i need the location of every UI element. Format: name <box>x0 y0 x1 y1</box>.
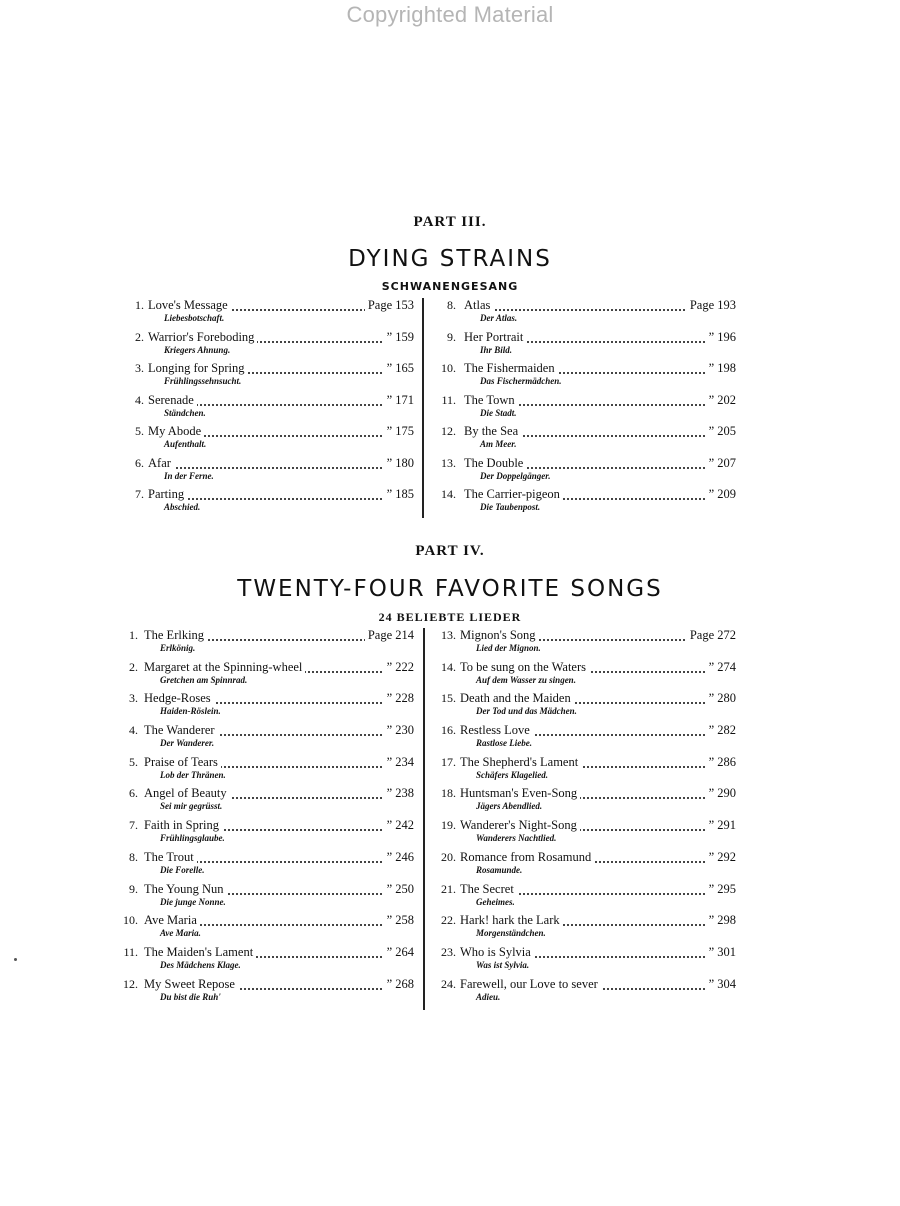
entry-number: 14. <box>441 659 456 674</box>
part-4-left-column <box>112 628 414 1008</box>
page-reference: ” 291 <box>706 818 736 833</box>
toc-entry <box>118 361 414 393</box>
song-title-german: Die junge Nonne. <box>160 896 226 907</box>
song-title-german: Wanderers Nachtlied. <box>476 833 557 844</box>
part-4-subtitle: 24 BELIEBTE LIEDER <box>378 610 522 624</box>
song-title-german: Was ist Sylvia. <box>476 959 530 970</box>
song-title-german: Auf dem Wasser zu singen. <box>476 674 576 685</box>
page-reference: ” 234 <box>384 755 414 770</box>
song-title-english: Romance from Rosamund <box>460 850 594 865</box>
song-title-german: Ave Maria. <box>160 928 201 939</box>
song-title-german: Frühlingssehnsucht. <box>164 376 242 386</box>
toc-entry <box>430 850 736 882</box>
page-reference: ” 159 <box>384 330 414 345</box>
page-reference: ” 222 <box>384 660 414 675</box>
song-title-english: To be sung on the Waters <box>460 660 589 675</box>
entry-number: 9. <box>447 329 456 344</box>
entry-number: 2. <box>135 329 144 344</box>
song-title-german: Der Tod und das Mädchen. <box>476 706 577 717</box>
song-title-german: Lob der Thränen. <box>160 769 226 780</box>
part-3-left-column <box>118 298 414 519</box>
toc-entry <box>112 755 414 787</box>
toc-entry <box>112 913 414 945</box>
page-reference: Page 153 <box>365 298 414 313</box>
song-title-german: Rastlose Liebe. <box>476 738 532 749</box>
page-reference: ” 198 <box>706 361 736 376</box>
entry-number: 13. <box>441 455 456 470</box>
song-title-english: The Wanderer <box>144 723 218 738</box>
song-title-german: Des Mädchens Klage. <box>160 959 241 970</box>
toc-entry <box>430 330 736 362</box>
page-reference: ” 246 <box>384 850 414 865</box>
entry-number: 12. <box>441 424 456 438</box>
song-title-english: My Sweet Repose <box>144 977 238 992</box>
song-title-english: Serenade <box>148 393 197 408</box>
toc-entry <box>430 755 736 787</box>
song-title-german: Die Forelle. <box>160 864 205 875</box>
song-title-german: Die Stadt. <box>480 407 517 418</box>
song-title-german: Abschied. <box>164 502 201 512</box>
song-title-german: Schäfers Klagelied. <box>476 769 548 780</box>
part-3-title: DYING STRAINS <box>348 246 552 272</box>
song-title-english: The Double <box>464 456 526 471</box>
song-title-english: Atlas <box>464 298 493 313</box>
entry-number: 8. <box>129 849 138 864</box>
song-title-english: Restless Love <box>460 723 533 738</box>
page-reference: ” 258 <box>384 913 414 928</box>
entry-number: 5. <box>135 424 144 438</box>
toc-entry <box>112 818 414 850</box>
song-title-english: By the Sea <box>464 424 521 439</box>
entry-number: 11. <box>123 944 138 959</box>
song-title-english: The Shepherd's Lament <box>460 755 581 770</box>
song-title-english: Huntsman's Even-Song <box>460 786 580 801</box>
song-title-english: Hark! hark the Lark <box>460 913 563 928</box>
toc-entry <box>118 424 414 456</box>
entry-number: 15. <box>441 691 456 706</box>
song-title-english: Warrior's Foreboding <box>148 330 257 345</box>
song-title-english: Parting <box>148 487 187 502</box>
page-reference: ” 196 <box>706 330 736 345</box>
entry-number: 2. <box>129 659 138 674</box>
song-title-german: Rosamunde. <box>476 864 523 875</box>
toc-entry <box>430 424 736 456</box>
toc-entry <box>112 945 414 977</box>
part-4-right-column <box>430 628 736 1008</box>
toc-entry <box>118 456 414 488</box>
song-title-german: Jägers Abendlied. <box>476 801 543 812</box>
page-reference: Page 272 <box>687 628 736 643</box>
entry-number: 10. <box>123 913 138 928</box>
toc-entry <box>430 456 736 488</box>
song-title-german: In der Ferne. <box>164 470 214 481</box>
scan-speck <box>14 958 17 961</box>
toc-entry <box>118 393 414 425</box>
song-title-german: Am Meer. <box>480 439 517 449</box>
song-title-english: Hedge-Roses <box>144 691 214 706</box>
page-reference: ” 298 <box>706 913 736 928</box>
entry-number: 16. <box>441 723 456 738</box>
song-title-german: Liebesbotschaft. <box>164 313 225 323</box>
toc-entry <box>118 298 414 330</box>
song-title-english: The Maiden's Lament <box>144 945 256 960</box>
song-title-german: Lied der Mignon. <box>476 643 541 653</box>
song-title-english: The Town <box>464 393 518 408</box>
page-reference: ” 264 <box>384 945 414 960</box>
part-3-contents <box>118 298 738 522</box>
entry-number: 20. <box>441 849 456 864</box>
page-reference: ” 268 <box>384 977 414 992</box>
toc-entry <box>430 361 736 393</box>
page-reference: ” 282 <box>706 723 736 738</box>
song-title-english: Longing for Spring <box>148 361 248 376</box>
song-title-german: Erlkönig. <box>160 643 196 653</box>
song-title-english: My Abode <box>148 424 204 439</box>
part-3-right-column <box>430 298 736 519</box>
entry-number: 19. <box>441 818 456 833</box>
song-title-german: Das Fischermädchen. <box>480 376 562 386</box>
page-reference: Page 214 <box>365 628 414 643</box>
toc-entry <box>430 628 736 660</box>
toc-entry <box>430 298 736 330</box>
song-title-english: Love's Message <box>148 298 231 313</box>
toc-entry <box>112 882 414 914</box>
entry-number: 3. <box>129 691 138 706</box>
entry-number: 14. <box>441 487 456 501</box>
entry-number: 9. <box>129 881 138 896</box>
page-reference: ” 301 <box>706 945 736 960</box>
entry-number: 23. <box>441 944 456 959</box>
entry-number: 12. <box>123 976 138 991</box>
page-reference: ” 292 <box>706 850 736 865</box>
song-title-english: Farewell, our Love to sever <box>460 977 601 992</box>
song-title-german: Der Doppelgänger. <box>480 470 551 481</box>
song-title-german: Ständchen. <box>164 407 206 418</box>
entry-number: 18. <box>441 786 456 801</box>
entry-number: 10. <box>441 361 456 375</box>
entry-number: 22. <box>441 913 456 928</box>
song-title-german: Ihr Bild. <box>480 344 513 355</box>
page-reference: ” 202 <box>706 393 736 408</box>
song-title-english: Her Portrait <box>464 330 526 345</box>
toc-entry <box>430 977 736 1009</box>
song-title-english: The Secret <box>460 882 517 897</box>
entry-number: 11. <box>441 392 456 407</box>
toc-entry <box>430 818 736 850</box>
part-3-label: PART III. <box>413 214 487 230</box>
song-title-german: Die Taubenpost. <box>480 502 541 512</box>
song-title-english: Wanderer's Night-Song <box>460 818 580 833</box>
page-reference: ” 185 <box>384 487 414 502</box>
song-title-german: Sei mir gegrüsst. <box>160 801 223 812</box>
entry-number: 13. <box>441 628 456 642</box>
entry-number: 3. <box>135 361 144 375</box>
toc-entry <box>430 660 736 692</box>
toc-entry <box>430 913 736 945</box>
song-title-german: Adieu. <box>476 991 501 1002</box>
entry-number: 5. <box>129 754 138 769</box>
toc-entry <box>112 660 414 692</box>
page-reference: ” 290 <box>706 786 736 801</box>
song-title-english: Praise of Tears <box>144 755 221 770</box>
song-title-german: Der Atlas. <box>480 313 518 323</box>
toc-entry <box>430 786 736 818</box>
dot-leader <box>148 467 406 469</box>
toc-entry <box>112 691 414 723</box>
song-title-english: Who is Sylvia <box>460 945 534 960</box>
song-title-german: Kriegers Ahnung. <box>164 344 231 355</box>
copyright-watermark: Copyrighted Material <box>346 2 554 27</box>
page-reference: ” 304 <box>706 977 736 992</box>
song-title-english: Death and the Maiden <box>460 691 574 706</box>
song-title-german: Der Wanderer. <box>160 738 215 749</box>
song-title-english: The Carrier-pigeon <box>464 487 563 502</box>
song-title-german: Morgenständchen. <box>476 928 546 939</box>
toc-entry <box>430 882 736 914</box>
song-title-german: Geheimes. <box>476 896 515 907</box>
song-title-english: The Trout <box>144 850 197 865</box>
column-divider <box>422 298 424 518</box>
page-reference: ” 165 <box>384 361 414 376</box>
entry-number: 4. <box>135 392 144 407</box>
song-title-english: Margaret at the Spinning-wheel <box>144 660 305 675</box>
toc-entry <box>430 393 736 425</box>
entry-number: 6. <box>135 455 144 470</box>
part-3-subtitle: SCHWANENGESANG <box>381 280 519 293</box>
song-title-german: Aufenthalt. <box>164 439 207 449</box>
song-title-german: Du bist die Ruh' <box>160 991 221 1002</box>
entry-number: 7. <box>129 818 138 833</box>
page-reference: ” 209 <box>706 487 736 502</box>
page-reference: ” 238 <box>384 786 414 801</box>
toc-entry <box>118 487 414 519</box>
song-title-english: Afar <box>148 456 174 471</box>
entry-number: 6. <box>129 786 138 801</box>
toc-entry <box>430 691 736 723</box>
page-reference: ” 205 <box>706 424 736 439</box>
toc-entry <box>112 628 414 660</box>
toc-entry <box>112 723 414 755</box>
page-reference: ” 250 <box>384 882 414 897</box>
toc-entry <box>430 723 736 755</box>
column-divider <box>423 628 425 1010</box>
page-reference: ” 286 <box>706 755 736 770</box>
entry-number: 17. <box>441 754 456 769</box>
song-title-english: The Erlking <box>144 628 207 643</box>
toc-entry <box>112 786 414 818</box>
page-reference: ” 171 <box>384 393 414 408</box>
page-reference: Page 193 <box>687 298 736 313</box>
part-4-label: PART IV. <box>415 543 485 559</box>
page-reference: ” 280 <box>706 691 736 706</box>
page-reference: ” 175 <box>384 424 414 439</box>
entry-number: 21. <box>441 881 456 896</box>
song-title-english: The Young Nun <box>144 882 227 897</box>
entry-number: 24. <box>441 976 456 991</box>
song-title-german: Frühlingsglaube. <box>160 833 225 844</box>
entry-number: 7. <box>135 487 144 501</box>
song-title-english: Mignon's Song <box>460 628 539 643</box>
page-reference: ” 207 <box>706 456 736 471</box>
song-title-english: Angel of Beauty <box>144 786 230 801</box>
toc-entry <box>118 330 414 362</box>
entry-number: 4. <box>129 723 138 738</box>
page-reference: ” 274 <box>706 660 736 675</box>
page-reference: ” 228 <box>384 691 414 706</box>
page-reference: ” 180 <box>384 456 414 471</box>
toc-entry <box>112 977 414 1009</box>
page-reference: ” 295 <box>706 882 736 897</box>
page-reference: ” 242 <box>384 818 414 833</box>
song-title-english: Faith in Spring <box>144 818 222 833</box>
entry-number: 1. <box>129 628 138 642</box>
part-4-contents <box>112 628 736 1018</box>
toc-entry <box>430 487 736 519</box>
toc-entry <box>112 850 414 882</box>
entry-number: 8. <box>447 298 456 312</box>
song-title-german: Haiden-Röslein. <box>160 706 221 717</box>
page-reference: ” 230 <box>384 723 414 738</box>
part-4-title: TWENTY-FOUR FAVORITE SONGS <box>237 576 663 602</box>
toc-entry <box>430 945 736 977</box>
song-title-english: Ave Maria <box>144 913 200 928</box>
song-title-english: The Fishermaiden <box>464 361 558 376</box>
entry-number: 1. <box>135 298 144 312</box>
song-title-german: Gretchen am Spinnrad. <box>160 674 248 685</box>
